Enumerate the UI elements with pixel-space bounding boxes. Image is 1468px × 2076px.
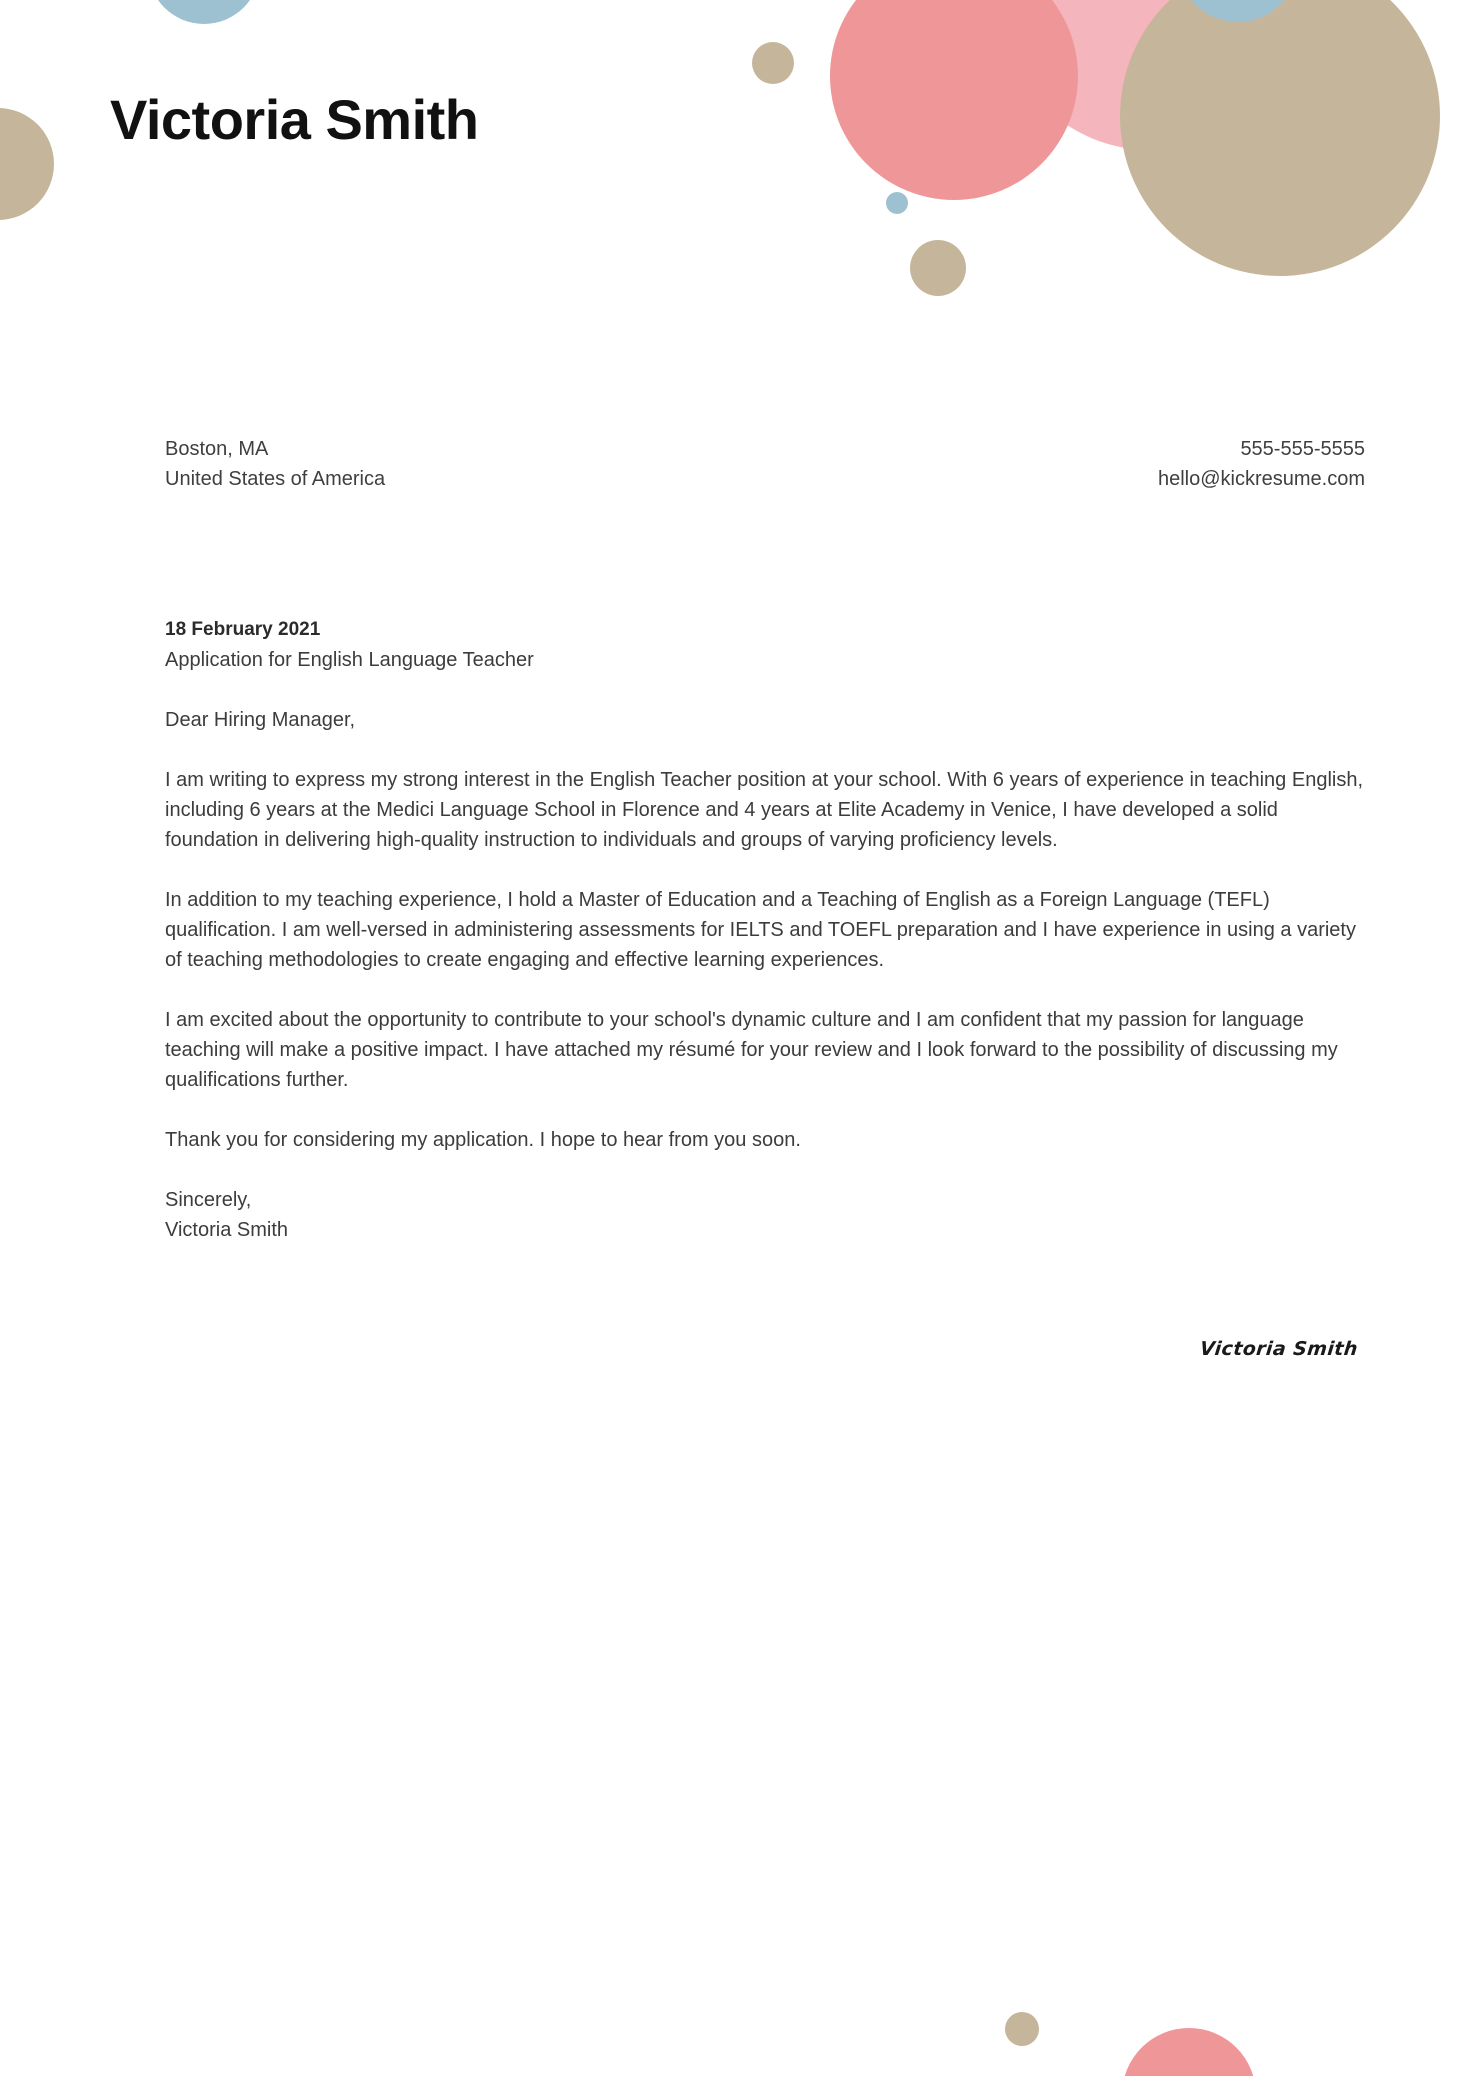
letter-paragraph: I am excited about the opportunity to contribute to your school's dynamic culture and I am confident that my passion for language teaching will make a positive impact. I have attached my résumé for your review and I look forward to the possibility of discussing my qualifications further.: [165, 1009, 1338, 1091]
letter-closing: [165, 1185, 1365, 1245]
contact-details: [165, 434, 1365, 494]
contact-address: [165, 434, 385, 494]
closing-signer: Victoria Smith: [165, 1219, 289, 1241]
letter-salutation: Dear Hiring Manager,: [165, 709, 356, 731]
closing-salutation: Sincerely,: [165, 1189, 252, 1211]
contact-reach: [1158, 434, 1365, 494]
letter-paragraph: In addition to my teaching experience, I hold a Master of Education and a Teaching of English as a Foreign Language (TEFL) qualification. I am well-versed in administering assessments for IELTS and TOEFL preparation and I have experience in using a variety of teaching methodologies to create engaging and effective learning experiences.: [165, 889, 1356, 971]
letter-subject: Application for English Language Teacher: [165, 649, 534, 671]
page-title: Victoria Smith: [110, 88, 479, 151]
letter-paragraph: Thank you for considering my application. I hope to hear from you soon.: [165, 1129, 801, 1151]
letter-date: 18 February 2021: [165, 619, 321, 640]
signature: Victoria Smith: [1199, 1338, 1360, 1360]
contact-city: Boston, MA: [165, 438, 269, 460]
contact-phone: 555-555-5555: [1240, 438, 1365, 460]
letter-body: [165, 615, 1365, 1245]
contact-country: United States of America: [165, 468, 386, 490]
contact-email: hello@kickresume.com: [1157, 468, 1365, 490]
letter-paragraph: I am writing to express my strong interest in the English Teacher position at your school. With 6 years of experience in teaching English, including 6 years at the Medici Language School in Florence and 4 years at Elite Academy in Venice, I have developed a solid foundation in delivering high-quality instruction to individuals and groups of varying proficiency levels.: [165, 769, 1364, 851]
